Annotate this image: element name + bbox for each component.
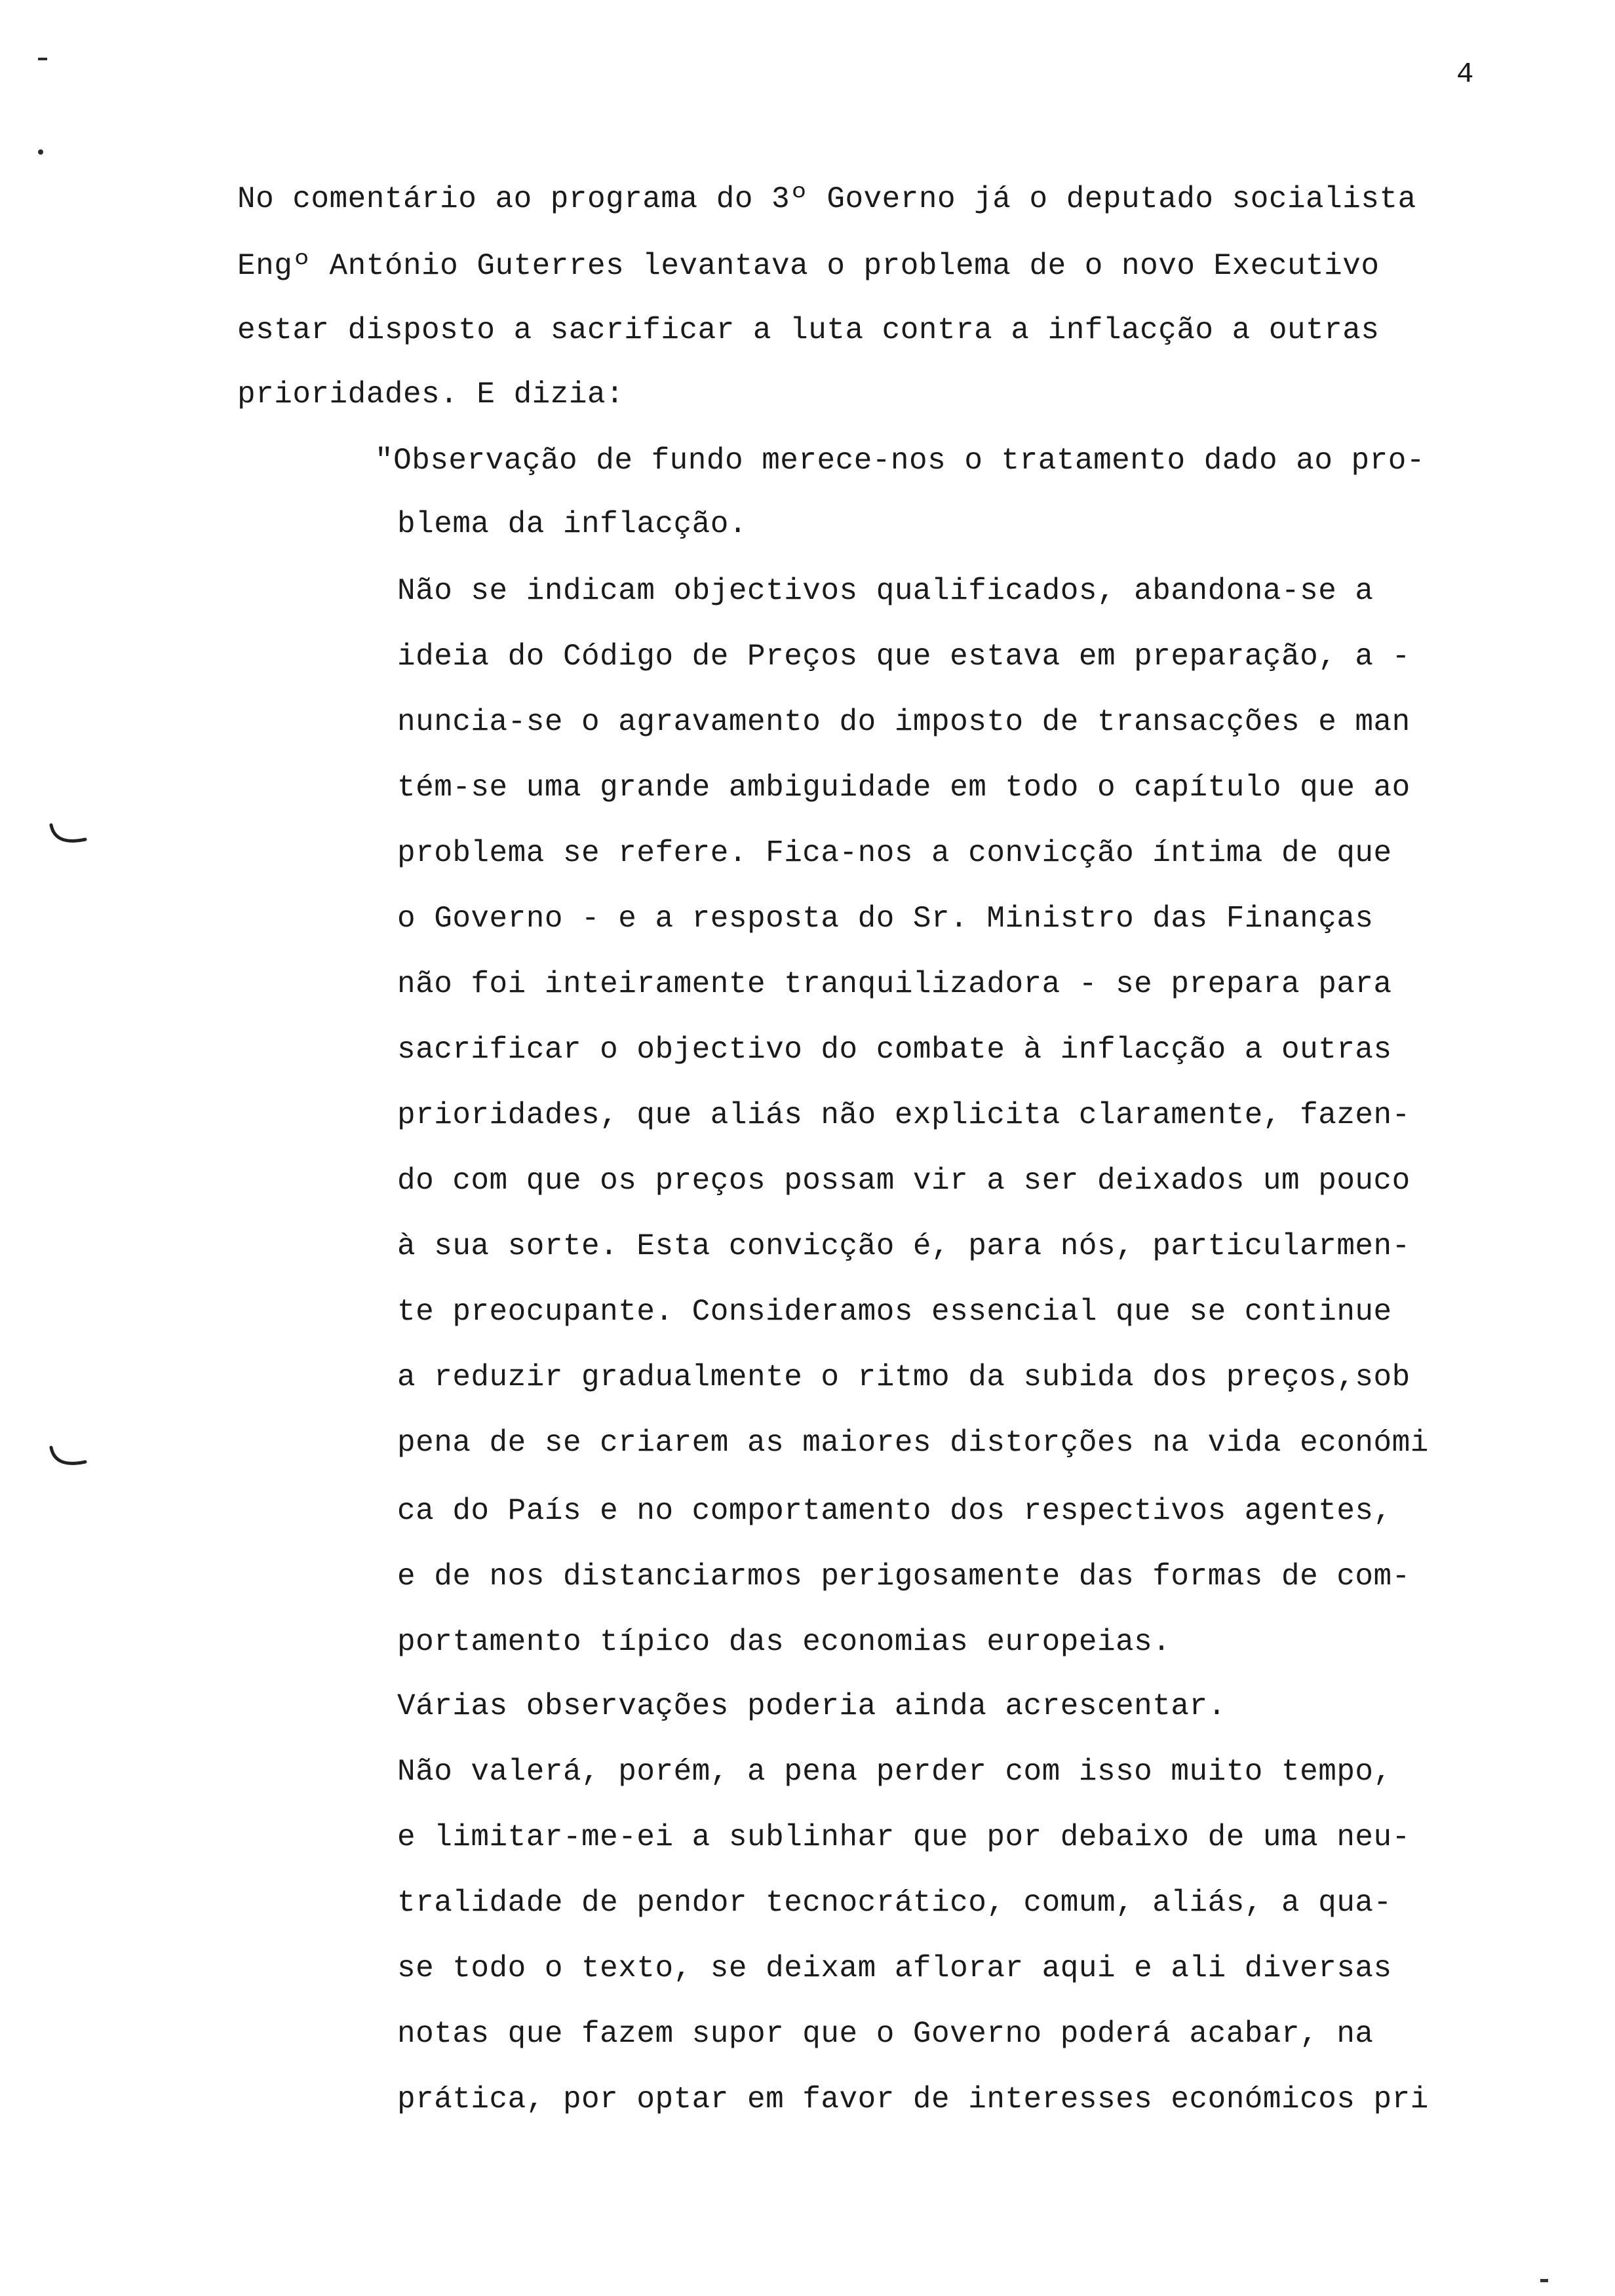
text-line: e limitar-me-ei a sublinhar que por debaixo de uma neu- bbox=[397, 1820, 1411, 1854]
text-line: não foi inteiramente tranquilizadora - se prepara para bbox=[397, 967, 1392, 1001]
text-line: portamento típico das economias europeias. bbox=[397, 1625, 1171, 1659]
text-line: problema se refere. Fica-nos a convicção íntima de que bbox=[397, 836, 1392, 870]
text-line: sacrificar o objectivo do combate à inflacção a outras bbox=[397, 1033, 1392, 1067]
text-line: tém-se uma grande ambiguidade em todo o capítulo que ao bbox=[397, 771, 1411, 805]
text-line: prática, por optar em favor de interesses económicos pri bbox=[397, 2082, 1429, 2116]
text-line: Não se indicam objectivos qualificados, abandona-se a bbox=[397, 574, 1374, 608]
text-line: o Governo - e a resposta do Sr. Ministro das Finanças bbox=[397, 902, 1374, 936]
text-line: do com que os preços possam vir a ser deixados um pouco bbox=[397, 1164, 1411, 1198]
text-line: Engº António Guterres levantava o problema de o novo Executivo bbox=[237, 249, 1380, 283]
text-line: à sua sorte. Esta convicção é, para nós, particularmen- bbox=[397, 1229, 1411, 1263]
text-line: se todo o texto, se deixam aflorar aqui e ali diversas bbox=[397, 1951, 1392, 1985]
corner-mark bbox=[1540, 2279, 1548, 2282]
text-line: ca do País e no comportamento dos respectivos agentes, bbox=[397, 1494, 1392, 1528]
text-line: prioridades. E dizia: bbox=[237, 377, 625, 411]
text-line: "Observação de fundo merece-nos o tratamento dado ao pro- bbox=[375, 444, 1425, 478]
text-line: nuncia-se o agravamento do imposto de transacções e man bbox=[397, 705, 1411, 739]
text-line: prioridades, que aliás não explicita claramente, fazen- bbox=[397, 1098, 1411, 1132]
text-line: a reduzir gradualmente o ritmo da subida dos preços,sob bbox=[397, 1360, 1411, 1394]
text-line: e de nos distanciarmos perigosamente das formas de com- bbox=[397, 1559, 1411, 1594]
text-line: estar disposto a sacrificar a luta contra a inflacção a outras bbox=[237, 313, 1380, 347]
text-line: ideia do Código de Preços que estava em preparação, a - bbox=[397, 640, 1411, 674]
text-line: tralidade de pendor tecnocrático, comum, aliás, a qua- bbox=[397, 1886, 1392, 1920]
page-number: 4 bbox=[1456, 58, 1474, 91]
text-line: Várias observações poderia ainda acrescentar. bbox=[397, 1689, 1226, 1723]
text-line: pena de se criarem as maiores distorções na vida económi bbox=[397, 1426, 1429, 1460]
text-line: notas que fazem supor que o Governo poderá acabar, na bbox=[397, 2017, 1374, 2051]
text-line: Não valerá, porém, a pena perder com isso muito tempo, bbox=[397, 1755, 1392, 1789]
text-line: No comentário ao programa do 3º Governo já o deputado socialista bbox=[237, 182, 1416, 216]
text-line: te preocupante. Consideramos essencial que se continue bbox=[397, 1295, 1392, 1329]
binder-hole-mark-icon bbox=[49, 1445, 88, 1471]
text-line: blema da inflacção. bbox=[397, 507, 747, 541]
margin-dash-mark bbox=[38, 58, 47, 60]
margin-dot-mark bbox=[38, 149, 43, 155]
binder-hole-mark-icon bbox=[49, 822, 88, 849]
